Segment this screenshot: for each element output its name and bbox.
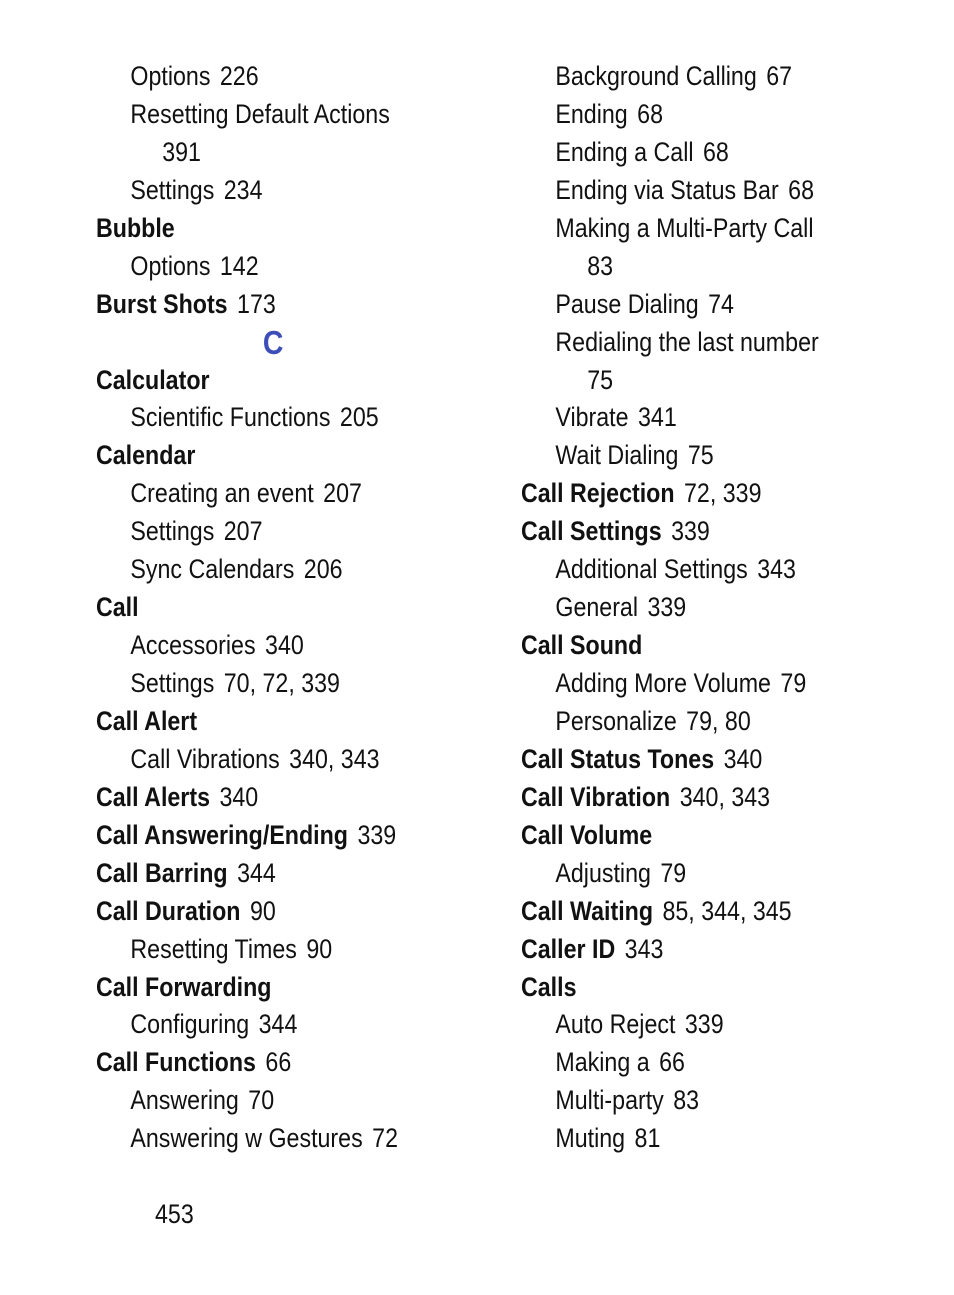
- index-subentry: [96, 741, 440, 779]
- index-subentry: [96, 475, 440, 513]
- index-subentry: [521, 703, 865, 741]
- index-page-refs: 207: [323, 478, 362, 509]
- index-term: Calculator: [96, 364, 210, 395]
- index-term: Answering: [130, 1085, 239, 1116]
- index-heading: [521, 513, 865, 551]
- index-page-refs: 72, 339: [684, 478, 762, 509]
- index-continuation: [96, 134, 440, 172]
- index-subentry: [96, 665, 440, 703]
- index-page-refs: 391: [162, 136, 201, 167]
- index-term: Settings: [130, 174, 215, 205]
- section-letter: [96, 324, 440, 362]
- index-subentry: [96, 172, 440, 210]
- index-page-refs: 344: [237, 857, 276, 888]
- index-page-refs: 343: [624, 933, 664, 964]
- index-term: Personalize: [555, 705, 677, 736]
- index-heading: [96, 779, 440, 817]
- index-subentry: [521, 399, 865, 437]
- index-term: General: [555, 592, 639, 623]
- index-term: Caller ID: [521, 933, 616, 964]
- index-term: Redialing the last number: [555, 326, 819, 357]
- index-term: Ending via Status Bar: [555, 174, 779, 205]
- index-page-refs: 79, 80: [686, 705, 751, 736]
- index-term: Ending a Call: [555, 136, 694, 167]
- index-page-refs: 234: [223, 174, 263, 205]
- index-subentry: [521, 1120, 865, 1158]
- index-page-refs: 85, 344, 345: [662, 895, 792, 926]
- index-page-refs: 79: [780, 668, 807, 698]
- index-term: Call Alerts: [96, 781, 211, 812]
- index-page-refs: 66: [265, 1047, 292, 1078]
- index-term: Call Settings: [521, 516, 662, 547]
- index-page-refs: 70, 72, 339: [223, 668, 340, 698]
- index-heading: [96, 210, 440, 248]
- index-term: Configuring: [130, 1009, 250, 1040]
- index-page-refs: 340, 343: [679, 781, 771, 812]
- index-page-refs: 340: [723, 743, 763, 774]
- index-subentry: [521, 1044, 865, 1082]
- index-term: Call Waiting: [521, 895, 654, 926]
- index-heading: [96, 703, 440, 741]
- index-term: Call: [96, 592, 139, 623]
- index-page-refs: 339: [357, 819, 397, 850]
- index-subentry: [96, 931, 440, 969]
- index-page-refs: 173: [237, 288, 276, 319]
- index-term: Call Vibration: [521, 781, 671, 812]
- index-page-refs: 74: [708, 288, 734, 319]
- index-subentry: [521, 324, 865, 362]
- index-heading: [521, 779, 865, 817]
- index-page-refs: 142: [219, 250, 259, 281]
- index-term: Calendar: [96, 440, 196, 471]
- index-heading: [96, 855, 440, 893]
- index-page-refs: 207: [223, 516, 263, 547]
- index-page-refs: 79: [660, 857, 687, 888]
- index-heading: [96, 1044, 440, 1082]
- index-heading: [521, 741, 865, 779]
- index-page-refs: 340: [219, 781, 259, 812]
- index-page-refs: 344: [258, 1009, 298, 1040]
- index-term: Resetting Default Actions: [130, 98, 390, 129]
- index-term: Options: [130, 250, 211, 281]
- index-page-refs: 68: [788, 174, 815, 205]
- index-subentry: [521, 134, 865, 172]
- index-term: Call Forwarding: [96, 971, 272, 1002]
- index-subentry: [521, 96, 865, 134]
- index-subentry: [96, 58, 440, 96]
- index-subentry: [521, 589, 865, 627]
- index-term: Call Sound: [521, 630, 643, 661]
- index-term: Call Status Tones: [521, 743, 715, 774]
- index-page-refs: 206: [303, 554, 343, 585]
- index-page-refs: 66: [659, 1047, 685, 1078]
- index-heading: [521, 475, 865, 513]
- index-term: Resetting Times: [130, 933, 297, 964]
- index-page-refs: 90: [306, 933, 333, 964]
- index-term: Settings: [130, 516, 215, 547]
- index-subentry: [96, 248, 440, 286]
- index-subentry: [96, 399, 440, 437]
- index-heading: [96, 362, 440, 400]
- index-term: Burst Shots: [96, 288, 228, 319]
- page-number: 453: [155, 1199, 194, 1229]
- index-subentry: [96, 551, 440, 589]
- index-subentry: [521, 1006, 865, 1044]
- index-term: Adjusting: [555, 857, 651, 888]
- index-page-refs: 70: [248, 1085, 275, 1116]
- index-subentry: [96, 513, 440, 551]
- index-continuation: [521, 362, 865, 400]
- index-subentry: [521, 286, 865, 324]
- index-heading: [521, 817, 865, 855]
- index-subentry: [96, 1120, 440, 1158]
- index-term: Scientific Functions: [130, 402, 331, 433]
- index-heading: [96, 817, 440, 855]
- index-page-refs: 339: [671, 516, 710, 547]
- index-term: Call Functions: [96, 1047, 256, 1078]
- index-term: Making a: [555, 1047, 650, 1078]
- index-page-refs: 339: [684, 1009, 724, 1040]
- index-subentry: [521, 1082, 865, 1120]
- index-heading: [96, 969, 440, 1007]
- index-page-refs: 343: [757, 554, 796, 585]
- index-term: Call Vibrations: [130, 743, 280, 774]
- index-term: Wait Dialing: [555, 440, 679, 471]
- index-term: Making a Multi-Party Call: [555, 212, 814, 243]
- index-subentry: [96, 96, 440, 134]
- index-subentry: [521, 210, 865, 248]
- index-term: Call Answering/Ending: [96, 819, 349, 850]
- index-subentry: [96, 1006, 440, 1044]
- index-heading: [96, 437, 440, 475]
- index-term: Answering w Gestures: [130, 1123, 363, 1154]
- index-heading: [521, 627, 865, 665]
- index-heading: [96, 286, 440, 324]
- index-term: Accessories: [130, 630, 256, 661]
- index-term: Settings: [130, 668, 215, 698]
- index-term: Bubble: [96, 212, 175, 243]
- index-page-refs: 81: [634, 1123, 661, 1154]
- index-term: Vibrate: [555, 402, 629, 433]
- index-page-refs: 226: [219, 61, 259, 91]
- index-term: Background Calling: [555, 61, 757, 91]
- section-letter-text: C: [262, 323, 284, 361]
- index-term: Multi-party: [555, 1085, 664, 1116]
- index-term: Adding More Volume: [555, 668, 771, 698]
- index-term: Call Volume: [521, 819, 653, 850]
- index-heading: [521, 931, 865, 969]
- index-term: Additional Settings: [555, 554, 748, 585]
- index-page-refs: 75: [587, 364, 614, 395]
- index-heading: [96, 893, 440, 931]
- index-column-left: [96, 58, 496, 1158]
- index-page-refs: 83: [587, 250, 614, 281]
- index-heading: [96, 589, 440, 627]
- index-term: Call Alert: [96, 705, 198, 736]
- index-subentry: [521, 58, 865, 96]
- index-page-refs: 68: [702, 136, 729, 167]
- index-page-refs: 340: [265, 630, 304, 661]
- index-subentry: [521, 665, 865, 703]
- index-page-refs: 90: [249, 895, 276, 926]
- index-term: Calls: [521, 971, 577, 1002]
- index-subentry: [96, 1082, 440, 1120]
- index-subentry: [521, 437, 865, 475]
- index-heading: [521, 893, 865, 931]
- index-term: Options: [130, 61, 211, 91]
- index-term: Sync Calendars: [130, 554, 295, 585]
- index-term: Creating an event: [130, 478, 314, 509]
- index-column-right: [521, 58, 921, 1158]
- index-page-refs: 68: [637, 98, 664, 129]
- index-subentry: [96, 627, 440, 665]
- index-term: Call Rejection: [521, 478, 675, 509]
- index-page-refs: 67: [766, 61, 793, 91]
- index-term: Ending: [555, 98, 628, 129]
- index-subentry: [521, 172, 865, 210]
- index-page-refs: 340, 343: [289, 743, 380, 774]
- index-subentry: [521, 551, 865, 589]
- index-heading: [521, 969, 865, 1007]
- index-page-refs: 341: [638, 402, 677, 433]
- index-term: Auto Reject: [555, 1009, 676, 1040]
- index-page-refs: 205: [339, 402, 379, 433]
- index-page-refs: 72: [372, 1123, 398, 1154]
- index-term: Call Duration: [96, 895, 241, 926]
- index-page-refs: 75: [687, 440, 714, 471]
- index-page-refs: 339: [647, 592, 687, 623]
- index-term: Muting: [555, 1123, 626, 1154]
- index-page-refs: 83: [673, 1085, 700, 1116]
- index-continuation: [521, 248, 865, 286]
- index-term: Pause Dialing: [555, 288, 699, 319]
- index-subentry: [521, 855, 865, 893]
- index-term: Call Barring: [96, 857, 228, 888]
